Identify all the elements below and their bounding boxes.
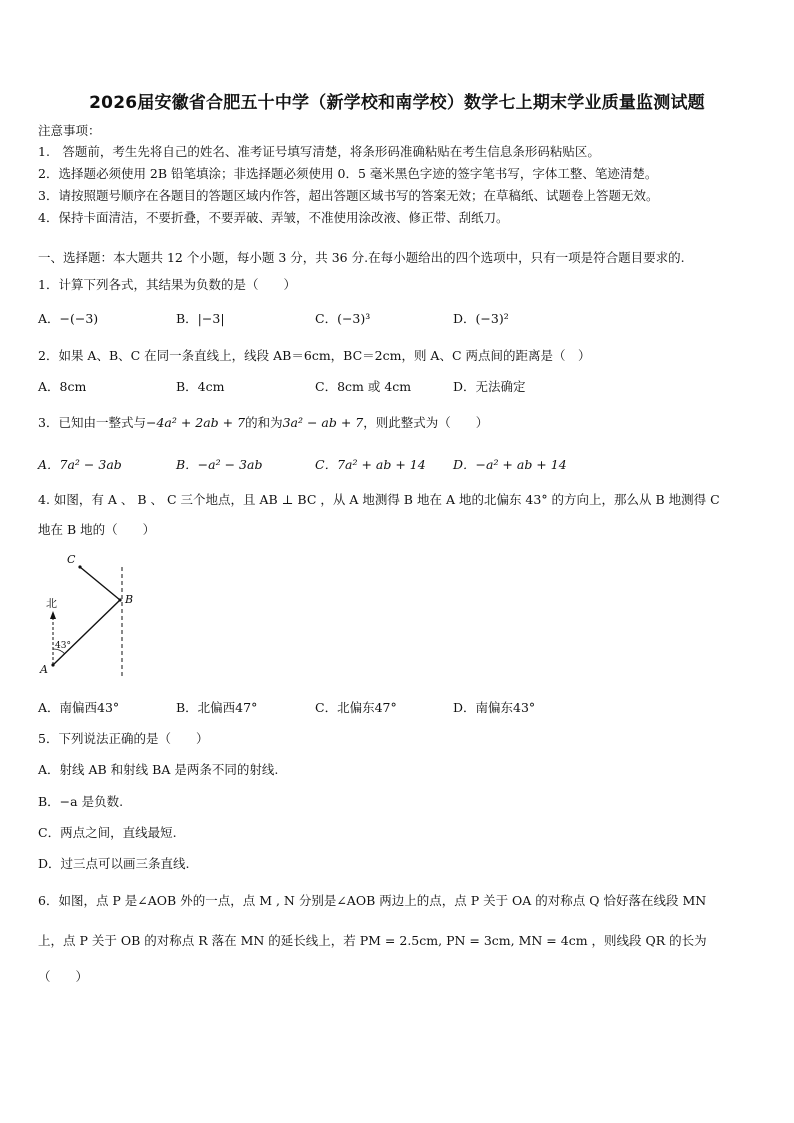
q3-stem-part: ，则此整式为（ ）: [363, 415, 489, 430]
q4-option-d: D．南偏东43°: [453, 700, 536, 715]
q2-option-d: D．无法确定: [453, 379, 526, 394]
segment-bc: [80, 567, 120, 600]
label-a: A: [40, 663, 48, 676]
segment-ab: [53, 600, 120, 665]
question-6-answer-blank: （ ）: [38, 969, 89, 984]
question-5-stem: 5．下列说法正确的是（ ）: [38, 731, 209, 746]
label-c: C: [67, 553, 76, 566]
q5-option-d: D．过三点可以画三条直线.: [38, 856, 190, 871]
notice-item: 3．请按照题号顺序在各题目的答题区域内作答，超出答题区域书写的答案无效；在草稿纸、试题卷上答题无效。: [38, 188, 659, 203]
question-1-stem: 1．计算下列各式，其结果为负数的是（ ）: [38, 277, 296, 292]
direction-diagram: [30, 545, 140, 685]
point-a: [51, 663, 54, 666]
north-arrow-icon: [50, 611, 56, 619]
q4-option-b: B．北偏西47°: [176, 700, 258, 715]
q3-option-c: C．7a² + ab + 14: [315, 457, 426, 472]
q2-option-c: C．8cm 或 4cm: [315, 379, 412, 394]
q3-option-d: D．−a² + ab + 14: [453, 457, 567, 472]
q4-option-c: C．北偏东47°: [315, 700, 397, 715]
q2-option-a: A．8cm: [38, 379, 87, 394]
question-6-stem: 6．如图，点 P 是∠AOB 外的一点，点 M , N 分别是∠AOB 两边上的点，点 P 关于 OA 的对称点 Q 恰好落在线段 MN: [38, 893, 707, 908]
notice-item: 2．选择题必须使用 2B 铅笔填涂；非选择题必须使用 0．5 毫米黑色字迹的签字笔书写，字体工整、笔迹清楚。: [38, 166, 658, 181]
page-title: 2026届安徽省合肥五十中学（新学校和南学校）数学七上期末学业质量监测试题: [89, 93, 705, 113]
q1-option-b: B．|−3|: [176, 311, 225, 326]
question-6-stem-cont: 上，点 P 关于 OB 的对称点 R 落在 MN 的延长线上，若 PM = 2.5cm, PN = 3cm, MN = 4cm ，则线段 QR 的长为: [38, 933, 707, 948]
q3-option-a: A．7a² − 3ab: [38, 457, 122, 472]
q5-option-a: A．射线 AB 和射线 BA 是两条不同的射线.: [38, 762, 279, 777]
notice-item: 4．保持卡面清洁，不要折叠，不要弄破、弄皱，不准使用涂改液、修正带、刮纸刀。: [38, 210, 509, 225]
question-4-stem: 4. 如图，有 A 、 B 、 C 三个地点，且 AB ⊥ BC ，从 A 地测得 B 地在 A 地的北偏东 43° 的方向上，那么从 B 地测得 C: [38, 492, 720, 507]
q5-option-c: C．两点之间，直线最短.: [38, 825, 177, 840]
section-heading: 一、选择题：本大题共 12 个小题，每小题 3 分，共 36 分.在每小题给出的四个选项中，只有一项是符合题目要求的.: [38, 250, 685, 265]
q1-option-c: C．(−3)³: [315, 311, 371, 326]
north-label: 北: [46, 597, 57, 610]
q4-option-a: A．南偏西43°: [38, 700, 120, 715]
question-4-stem-cont: 地在 B 地的（ ）: [38, 522, 156, 537]
q5-option-b: B．−a 是负数.: [38, 794, 124, 809]
angle-label: 43°: [55, 641, 71, 651]
q2-option-b: B．4cm: [176, 379, 225, 394]
question-3-stem: [38, 413, 488, 431]
q3-stem-part: 3．已知由一整式与: [38, 415, 146, 430]
notice-item: 1. 答题前，考生先将自己的姓名、准考证号填写清楚，将条形码准确粘贴在考生信息条形码粘贴区。: [38, 144, 600, 159]
notice-heading: 注意事项：: [38, 123, 101, 138]
label-b: B: [125, 593, 134, 606]
q3-stem-part: 的和为: [245, 415, 283, 430]
point-c: [78, 565, 81, 568]
question-2-stem: 2．如果 A、B、C 在同一条直线上，线段 AB＝6cm，BC＝2cm，则 A、C 两点间的距离是（ ）: [38, 348, 591, 363]
point-b: [118, 598, 121, 601]
q3-expression: 3a² − ab + 7: [282, 415, 364, 430]
q1-option-a: A．−(−3): [38, 311, 99, 326]
q1-option-d: D．(−3)²: [453, 311, 509, 326]
q3-expression: −4a² + 2ab + 7: [145, 415, 246, 430]
q3-option-b: B．−a² − 3ab: [176, 457, 263, 472]
